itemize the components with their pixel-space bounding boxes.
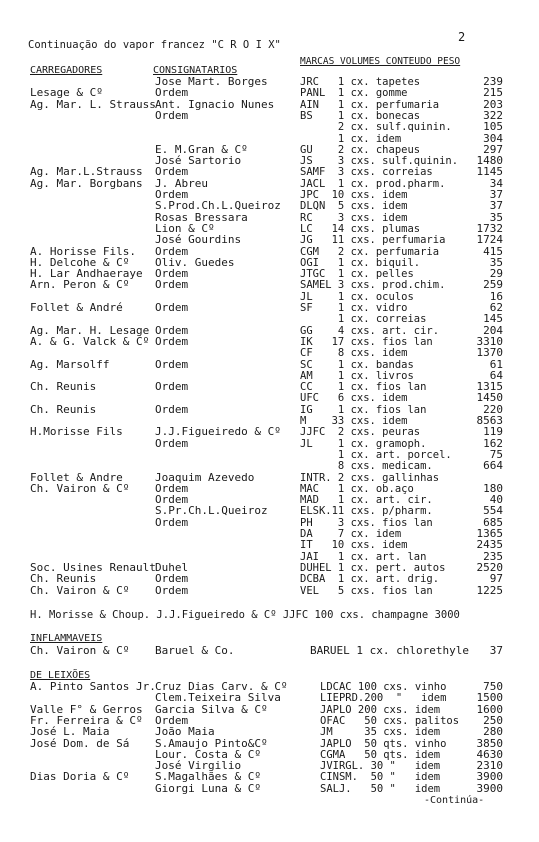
row-shipper: Ch. Reunis bbox=[30, 572, 97, 586]
row-goods: LC 14 cxs. plumas bbox=[300, 222, 421, 235]
row-weight: 180 bbox=[483, 481, 503, 495]
row-consignee: Ordem bbox=[155, 357, 189, 371]
row-consignee: Ordem bbox=[155, 244, 189, 258]
row-weight: 322 bbox=[483, 108, 503, 122]
row-weight: 685 bbox=[483, 515, 503, 529]
leixoes-goods: SALJ. 50 " idem bbox=[320, 782, 441, 795]
row-shipper: Ag. Mar.L.Strauss bbox=[30, 165, 143, 179]
leixoes-consignee: Ordem bbox=[155, 713, 189, 727]
row-goods: JACL 1 cx. prod.pharm. bbox=[300, 177, 446, 190]
row-goods: UFC 6 cxs. idem bbox=[300, 392, 408, 405]
row-goods: DCBA 1 cx. art. drig. bbox=[300, 573, 440, 586]
row-goods: VEL 5 cxs. fios lan bbox=[300, 584, 433, 597]
row-goods: 8 cxs. medicam. bbox=[300, 460, 433, 473]
section-inflammaveis-heading: INFLAMMAVEIS bbox=[30, 633, 103, 644]
row-goods: 1 cx. art. porcel. bbox=[300, 448, 452, 461]
row-shipper: Ch. Reunis bbox=[30, 402, 97, 416]
row-goods: AIN 1 cx. perfumaria bbox=[300, 98, 440, 111]
leixoes-weight: 3850 bbox=[476, 736, 503, 750]
header-marcas-volumes: MARCAS VOLUMES CONTEUDO PESO bbox=[300, 56, 461, 67]
row-consignee: Lion & Cº bbox=[155, 221, 215, 235]
row-shipper: Ch. Reunis bbox=[30, 380, 97, 394]
row-weight: 1225 bbox=[476, 583, 503, 597]
row-goods: CF 8 cxs. idem bbox=[300, 347, 408, 360]
row-weight: 29 bbox=[489, 267, 503, 281]
row-weight: 34 bbox=[489, 176, 503, 190]
leixoes-consignee: S.Amaujo Pinto&Cº bbox=[155, 736, 268, 750]
leixoes-consignee: Giorgi Luna & Cº bbox=[155, 781, 261, 795]
row-weight: 97 bbox=[489, 572, 503, 586]
row-shipper: H. Delcohe & Cº bbox=[30, 255, 130, 269]
continua-note: -Continúa- bbox=[424, 795, 485, 806]
row-goods: INTR. 2 cxs. gallinhas bbox=[300, 471, 440, 484]
row-shipper: Ch. Vairon & Cº bbox=[30, 481, 130, 495]
row-consignee: José Gourdins bbox=[155, 233, 242, 247]
row-shipper: H.Morisse Fils bbox=[30, 425, 123, 439]
row-goods: IG 1 cx. fios lan bbox=[300, 403, 427, 416]
row-weight: 204 bbox=[483, 323, 503, 337]
row-consignee: Joaquim Azevedo bbox=[155, 470, 255, 484]
row-shipper: Ag. Mar. L. Strauss bbox=[30, 97, 156, 111]
leixoes-goods: CGMA 50 qts. idem bbox=[320, 748, 441, 761]
row-shipper: Ag. Marsolff bbox=[30, 357, 110, 371]
page-title: Continuação do vapor francez "C R O I X" bbox=[28, 39, 281, 51]
leixoes-goods: LIEPRD.200 " idem bbox=[320, 692, 447, 705]
leixoes-consignee: José Virgilio bbox=[155, 759, 242, 773]
leixoes-goods: JVIRGL. 30 " idem bbox=[320, 760, 441, 773]
row-goods: BS 1 cx. bonecas bbox=[300, 109, 421, 122]
row-goods: AM 1 cx. livros bbox=[300, 369, 414, 382]
leixoes-weight: 1500 bbox=[476, 691, 503, 705]
row-weight: 304 bbox=[483, 131, 503, 145]
leixoes-consignee: Lour. Costa & Cº bbox=[155, 747, 261, 761]
row-consignee: Oliv. Guedes bbox=[155, 255, 235, 269]
row-weight: 1365 bbox=[476, 527, 503, 540]
row-goods: JAI 1 cx. art. lan bbox=[300, 550, 427, 563]
row-consignee: Ordem bbox=[155, 515, 189, 529]
leixoes-weight: 2310 bbox=[476, 759, 503, 773]
row-weight: 162 bbox=[483, 436, 503, 450]
row-consignee: Ordem bbox=[155, 86, 189, 100]
row-weight: 119 bbox=[483, 425, 503, 439]
page-number: 2 bbox=[458, 30, 466, 44]
leixoes-goods: CINSM. 50 " idem bbox=[320, 771, 441, 784]
row-weight: 8563 bbox=[476, 414, 503, 427]
row-consignee: Ordem bbox=[155, 334, 189, 348]
inflammaveis-consignee: Baruel & Co. bbox=[155, 644, 235, 657]
leixoes-goods: JM 35 cxs. idem bbox=[320, 726, 441, 739]
row-shipper: Ag. Mar. H. Lesage bbox=[30, 323, 150, 337]
row-consignee: Ordem bbox=[155, 436, 189, 450]
row-weight: 1450 bbox=[476, 391, 503, 405]
leixoes-shipper: José L. Maia bbox=[30, 725, 110, 739]
row-weight: 75 bbox=[489, 447, 503, 461]
leixoes-weight: 4630 bbox=[476, 747, 503, 761]
row-weight: 145 bbox=[483, 312, 503, 326]
row-weight: 64 bbox=[489, 368, 503, 382]
row-goods: DLQN 5 cxs. idem bbox=[300, 200, 408, 213]
header-consignatarios: CONSIGNATARIOS bbox=[153, 65, 238, 76]
leixoes-consignee: João Maia bbox=[155, 725, 215, 739]
row-consignee: S.Pr.Ch.L.Queiroz bbox=[155, 504, 268, 518]
row-weight: 1145 bbox=[476, 165, 503, 179]
row-consignee: Ordem bbox=[155, 278, 189, 292]
row-weight: 3310 bbox=[476, 334, 503, 348]
leixoes-consignee: Garcia Silva & Cº bbox=[155, 702, 268, 716]
row-goods: IT 10 cxs. idem bbox=[300, 539, 408, 552]
row-weight: 35 bbox=[489, 210, 503, 224]
inflammaveis-goods: BARUEL 1 cx. chlorethyle bbox=[310, 644, 469, 657]
row-weight: 239 bbox=[483, 75, 503, 88]
row-goods: ELSK.11 cxs. p/pharm. bbox=[300, 505, 433, 518]
row-goods: M 33 cxs. idem bbox=[300, 415, 408, 427]
leixoes-weight: 750 bbox=[483, 680, 503, 693]
leixoes-consignee: Cruz Dias Carv. & Cº bbox=[155, 680, 288, 693]
row-goods: 1 cx. idem bbox=[300, 132, 402, 145]
row-consignee: Ordem bbox=[155, 323, 189, 337]
row-goods: CC 1 cx. fios lan bbox=[300, 381, 427, 394]
row-goods: PANL 1 cx. gomme bbox=[300, 87, 408, 100]
row-weight: 1480 bbox=[476, 154, 503, 168]
row-shipper: Arn. Peron & Cº bbox=[30, 278, 130, 292]
row-goods: SAMEL 3 cxs. prod.chim. bbox=[300, 279, 446, 292]
row-goods: 2 cx. sulf.quinin. bbox=[300, 121, 452, 134]
row-consignee: S.Prod.Ch.L.Queiroz bbox=[155, 199, 281, 213]
row-shipper: Ch. Vairon & Cº bbox=[30, 583, 130, 597]
row-consignee: Ordem bbox=[155, 380, 189, 394]
row-weight: 16 bbox=[489, 289, 503, 303]
row-consignee: Ordem bbox=[155, 301, 189, 314]
row-consignee: Ordem bbox=[155, 188, 189, 201]
row-consignee: Ordem bbox=[155, 108, 189, 122]
row-goods: DA 7 cx. idem bbox=[300, 528, 402, 540]
leixoes-goods: LDCAC 100 cxs. vinho bbox=[320, 681, 447, 693]
row-weight: 61 bbox=[489, 357, 503, 371]
leixoes-consignee: S.Magalhães & Cº bbox=[155, 770, 261, 784]
row-consignee: Ordem bbox=[155, 583, 189, 597]
row-consignee: Ordem bbox=[155, 481, 189, 495]
row-shipper: A. Horisse Fils. bbox=[30, 244, 136, 258]
row-goods: MAC 1 cx. ob.aço bbox=[300, 482, 414, 495]
row-weight: 554 bbox=[483, 504, 503, 518]
row-shipper: Soc. Usines Renault bbox=[30, 560, 156, 574]
row-goods: JTGC 1 cx. pelles bbox=[300, 268, 414, 281]
row-weight: 62 bbox=[489, 301, 503, 314]
inflammaveis-shipper: Ch. Vairon & Cº bbox=[30, 644, 130, 657]
leixoes-goods: JAPLO 50 qts. vinho bbox=[320, 737, 447, 750]
row-weight: 105 bbox=[483, 120, 503, 134]
row-goods: JL 1 cx. oculos bbox=[300, 290, 414, 303]
row-weight: 415 bbox=[483, 244, 503, 258]
row-consignee: Ordem bbox=[155, 493, 189, 507]
row-weight: 2520 bbox=[476, 560, 503, 574]
row-weight: 40 bbox=[489, 493, 503, 507]
row-weight: 220 bbox=[483, 402, 503, 416]
row-goods: RC 3 cxs. idem bbox=[300, 211, 408, 224]
row-weight: 37 bbox=[489, 199, 503, 213]
leixoes-shipper: Valle F° & Gerros bbox=[30, 702, 143, 716]
row-weight: 203 bbox=[483, 97, 503, 111]
leixoes-goods: OFAC 50 cxs. palitos bbox=[320, 714, 460, 727]
row-goods: SAMF 3 cxs. correias bbox=[300, 166, 433, 179]
row-weight: 2435 bbox=[476, 538, 503, 552]
row-goods: CGM 2 cx. perfumaria bbox=[300, 245, 440, 258]
row-goods: JG 11 cxs. perfumaria bbox=[300, 234, 446, 247]
leixoes-weight: 3900 bbox=[476, 770, 503, 784]
leixoes-shipper: José Dom. de Sá bbox=[30, 736, 130, 750]
row-consignee: Ordem bbox=[155, 572, 189, 586]
row-goods: PH 3 cxs. fios lan bbox=[300, 516, 433, 529]
row-goods: DUHEL 1 cx. pert. autos bbox=[300, 561, 446, 574]
row-goods: SF 1 cx. vidro bbox=[300, 302, 408, 314]
row-weight: 297 bbox=[483, 142, 503, 156]
leixoes-weight: 3900 bbox=[476, 781, 503, 795]
row-consignee: Ant. Ignacio Nunes bbox=[155, 97, 275, 111]
row-goods: OGI 1 cx. biquil. bbox=[300, 256, 421, 269]
row-consignee: E. M.Gran & Cº bbox=[155, 142, 248, 156]
row-weight: 1724 bbox=[476, 233, 503, 247]
row-consignee: Ordem bbox=[155, 165, 189, 179]
row-consignee: J.J.Figueiredo & Cº bbox=[155, 425, 281, 439]
row-shipper: Lesage & Cº bbox=[30, 86, 103, 100]
leixoes-weight: 250 bbox=[483, 713, 503, 727]
leixoes-shipper: Fr. Ferreira & Cº bbox=[30, 713, 143, 727]
row-goods: JS 3 cxs. sulf.quinin. bbox=[300, 155, 459, 168]
row-goods: JL 1 cx. gramoph. bbox=[300, 437, 427, 450]
leixoes-shipper: A. Pinto Santos Jr. bbox=[30, 680, 156, 693]
row-consignee: Rosas Bressara bbox=[155, 210, 248, 224]
row-goods: GU 2 cx. chapeus bbox=[300, 143, 421, 156]
leixoes-consignee: Clem.Teixeira Silva bbox=[155, 691, 281, 705]
row-goods: IK 17 cxs. fios lan bbox=[300, 335, 433, 348]
header-carregadores: CARREGADORES bbox=[30, 65, 103, 76]
row-shipper: A. & G. Valck & Cº bbox=[30, 334, 150, 348]
row-goods: JJFC 2 cxs. peuras bbox=[300, 426, 421, 439]
long-row: H. Morisse & Choup. J.J.Figueiredo & Cº JJFC 100 cxs. champagne 3000 bbox=[30, 609, 460, 621]
row-weight: 1315 bbox=[476, 380, 503, 394]
inflammaveis-weight: 37 bbox=[489, 644, 503, 657]
leixoes-weight: 1600 bbox=[476, 702, 503, 716]
row-shipper: Ag. Mar. Borgbans bbox=[30, 176, 143, 190]
row-goods: GG 4 cxs. art. cir. bbox=[300, 324, 440, 337]
row-goods: 1 cx. correias bbox=[300, 313, 427, 326]
row-weight: 235 bbox=[483, 549, 503, 563]
row-consignee: J. Abreu bbox=[155, 176, 208, 190]
row-weight: 1370 bbox=[476, 346, 503, 360]
row-weight: 35 bbox=[489, 255, 503, 269]
row-shipper: Follet & André bbox=[30, 301, 123, 314]
section-leixoes-heading: DE LEIXÕES bbox=[30, 670, 91, 681]
row-weight: 1732 bbox=[476, 221, 503, 235]
row-consignee: José Sartorio bbox=[155, 154, 242, 168]
row-weight: 259 bbox=[483, 278, 503, 292]
leixoes-shipper: Dias Doria & Cº bbox=[30, 770, 130, 784]
row-consignee: Jose Mart. Borges bbox=[155, 75, 268, 88]
row-goods: JRC 1 cx. tapetes bbox=[300, 76, 421, 88]
leixoes-goods: JAPLO 200 cxs. idem bbox=[320, 703, 441, 716]
row-consignee: Duhel bbox=[155, 560, 189, 574]
row-consignee: Ordem bbox=[155, 267, 189, 281]
row-shipper: Follet & Andre bbox=[30, 470, 123, 484]
row-weight: 664 bbox=[483, 459, 503, 473]
row-weight: 37 bbox=[489, 188, 503, 201]
row-consignee: Ordem bbox=[155, 402, 189, 416]
row-goods: MAD 1 cx. art. cir. bbox=[300, 494, 433, 507]
row-weight: 215 bbox=[483, 86, 503, 100]
row-goods: JPC 10 cxs. idem bbox=[300, 189, 408, 201]
leixoes-weight: 280 bbox=[483, 725, 503, 739]
row-goods: SC 1 cx. bandas bbox=[300, 358, 414, 371]
row-shipper: H. Lar Andhaeraye bbox=[30, 267, 143, 281]
